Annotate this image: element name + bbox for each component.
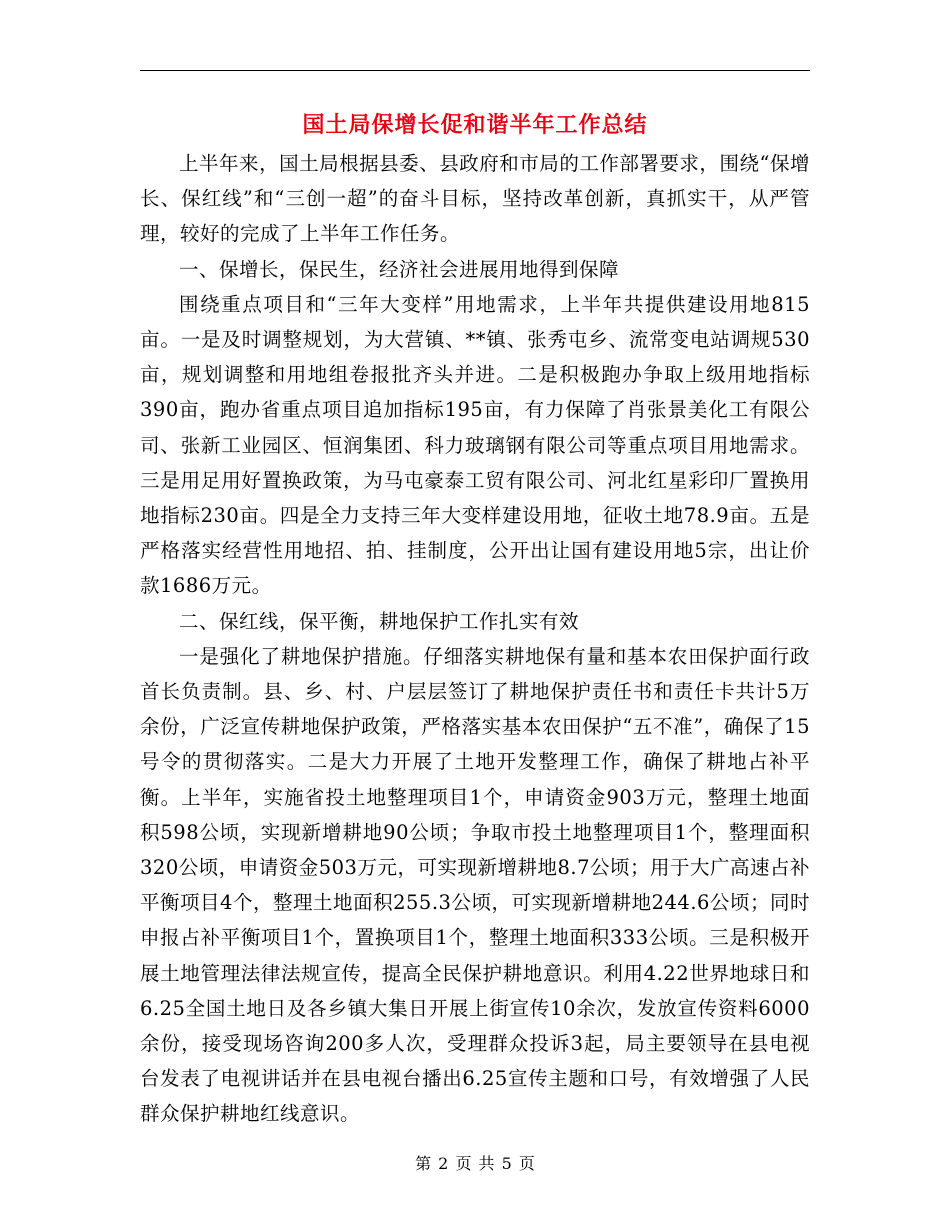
page-number-footer: 第 2 页 共 5 页 — [415, 1154, 535, 1173]
paragraph-intro: 上半年来，国土局根据县委、县政府和市局的工作部署要求，围绕“保增长、保红线”和“三创一超”的奋斗目标，坚持改革创新，真抓实干，从严管理，较好的完成了上半年工作任务。 — [140, 152, 810, 246]
document-title: 国土局保增长促和谐半年工作总结 — [302, 112, 648, 138]
paragraph-section-2: 一是强化了耕地保护措施。仔细落实耕地保有量和基本农田保护面行政首长负责制。县、乡、村、户层层签订了耕地保护责任书和责任卡共计5万余份，广泛宣传耕地保护政策，严格落实基本农田保护“五不准”，确保了15号令的贯彻落实。二是大力开展了土地开发整理工作，确保了耕地占补平衡。上半年，实施省投土地整理项目1个，申请资金903万元，整理土地面积598公顷，实现新增耕地90公顷；争取市投土地整理项目1个，整理面积320公顷，申请资金503万元，可实现新增耕地8.7公顷；用于大广高速占补平衡项目4个，整理土地面积255.3公顷，可实现新增耕地244.6公顷；同时申报占补平衡项目1个，置换项目1个，整理土地面积333公顷。三是积极开展土地管理法律法规宣传，提高全民保护耕地意识。利用4.22世界地球日和6.25全国土地日及各乡镇大集日开展上街宣传10余次，发放宣传资料6000余份，接受现场咨询200多人次，受理群众投诉3起，局主要领导在县电视台发表了电视讲话并在县电视台播出6.25宣传主题和口号，有效增强了人民群众保护耕地红线意识。 — [140, 644, 810, 1126]
paragraph-section-1: 围绕重点项目和“三年大变样”用地需求，上半年共提供建设用地815亩。一是及时调整规划，为大营镇、**镇、张秀屯乡、流常变电站调规530亩，规划调整和用地组卷报批齐头并进。二是积极跑办争取上级用地指标390亩，跑办省重点项目追加指标195亩，有力保障了肖张景美化工有限公司、张新工业园区、恒润集团、科力玻璃钢有限公司等重点项目用地需求。三是用足用好置换政策，为马屯豪泰工贸有限公司、河北红星彩印厂置换用地指标230亩。四是全力支持三年大变样建设用地，征收土地78.9亩。五是严格落实经营性用地招、拍、挂制度，公开出让国有建设用地5宗，出让价款1686万元。 — [140, 292, 810, 598]
section-heading-1: 一、保增长，保民生，经济社会进展用地得到保障 — [179, 257, 620, 281]
document-body — [140, 146, 810, 1132]
header-rule — [140, 70, 810, 71]
section-heading-2: 二、保红线，保平衡，耕地保护工作扎实有效 — [179, 609, 580, 633]
